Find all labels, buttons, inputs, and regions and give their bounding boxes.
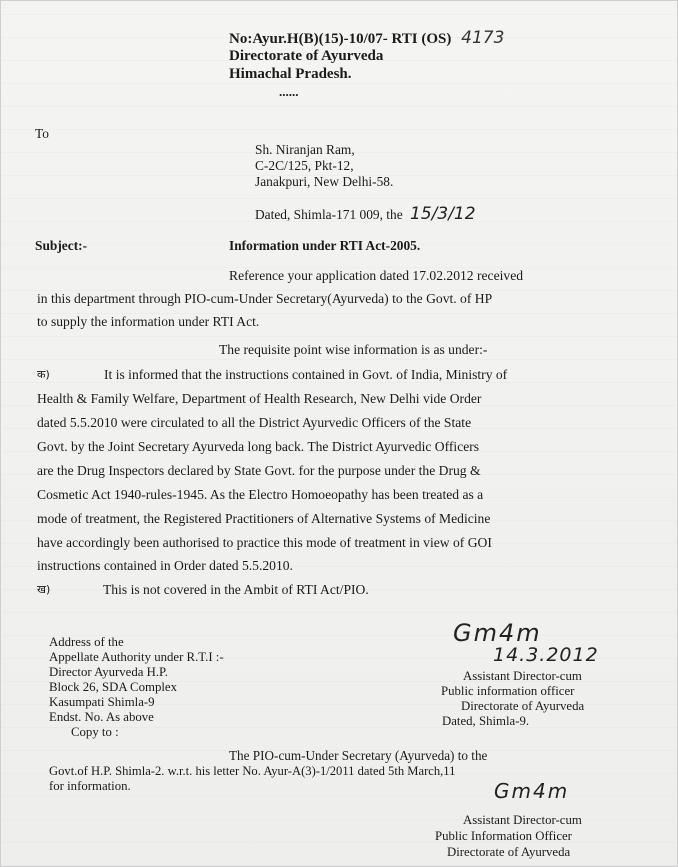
appellate-line-5: Kasumpati Shimla-9 [49,695,155,709]
sig1-office: Public information officer [441,684,575,698]
addressee-line-3: Janakpuri, New Delhi-58. [255,174,394,189]
point-a-line-8: have accordingly been authorised to practice this mode of treatment in view of GOI [37,535,492,550]
point-a-marker: क) [37,368,50,381]
point-b-text: This is not covered in the Ambit of RTI Act/PIO. [103,582,369,597]
handwritten-dispatch-number: 4173 [461,28,505,48]
appellate-line-4: Block 26, SDA Complex [49,680,177,694]
subject-text: Information under RTI Act-2005. [229,238,421,253]
sig2-office: Public Information Officer [435,829,572,843]
point-a-line-9: instructions contained in Order dated 5.5.2010. [37,558,293,573]
point-a-line-7: mode of treatment, the Registered Practitioners of Alternative Systems of Medicine [37,511,491,526]
copy-line-2: Govt.of H.P. Shimla-2. w.r.t. his letter No. Ayur-A(3)-1/2011 dated 5th March,11 [49,764,456,778]
addressee-name: Sh. Niranjan Ram, [255,142,355,157]
point-a-line-6: Cosmetic Act 1940-rules-1945. As the Electro Homoeopathy has been treated as a [37,487,484,502]
sig1-designation: Assistant Director-cum [463,669,582,683]
signature-1-date: 14.3.2012 [493,644,599,666]
subject-label: Subject:- [35,238,88,253]
state-name: Himachal Pradesh. [229,66,352,82]
point-a-line-3: dated 5.5.2010 were circulated to all the District Ayurvedic Officers of the State [37,415,472,430]
point-a-line-2: Health & Family Welfare, Department of Health Research, New Delhi vide Order [37,391,482,406]
endst-number: Endst. No. As above [49,710,154,724]
para2: The requisite point wise information is as under:- [219,342,488,357]
appellate-line-1: Address of the [49,635,124,649]
point-a-line-1: It is informed that the instructions contained in Govt. of India, Ministry of [104,367,508,382]
para1-line-1: Reference your application dated 17.02.2012 received [229,268,524,283]
point-b-marker: ख) [37,583,51,596]
copy-line-1: The PIO-cum-Under Secretary (Ayurveda) to the [229,748,488,763]
copy-line-3: for information. [49,779,131,793]
signature-1: Gm4m [453,619,542,647]
sig1-department: Directorate of Ayurveda [461,699,585,713]
office-name: Directorate of Ayurveda [229,48,384,64]
reference-number: No:Ayur.H(B)(15)-10/07- RTI (OS) 4173 [229,28,505,48]
handwritten-date: 15/3/12 [410,204,476,224]
dated-line: Dated, Shimla-171 009, the 15/3/12 [255,204,476,224]
point-a-line-4: Govt. by the Joint Secretary Ayurveda long back. The District Ayurvedic Officers [37,439,480,454]
addressee-line-2: C-2C/125, Pkt-12, [255,158,354,173]
para1-line-3: to supply the information under RTI Act. [37,314,260,329]
appellate-line-3: Director Ayurveda H.P. [49,665,168,679]
sig2-department: Directorate of Ayurveda [447,845,571,859]
para1-line-2: in this department through PIO-cum-Under Secretary(Ayurveda) to the Govt. of HP [37,291,493,306]
appellate-line-2: Appellate Authority under R.T.I :- [49,650,224,664]
copy-to-label: Copy to : [71,725,119,739]
sig1-dated: Dated, Shimla-9. [442,714,530,728]
sig2-designation: Assistant Director-cum [463,813,582,827]
to-label: To [35,126,49,141]
header-dots: ...... [279,84,299,99]
point-a-line-5: are the Drug Inspectors declared by State Govt. for the purpose under the Drug & [37,463,481,478]
signature-2: Gm4m [494,779,570,803]
